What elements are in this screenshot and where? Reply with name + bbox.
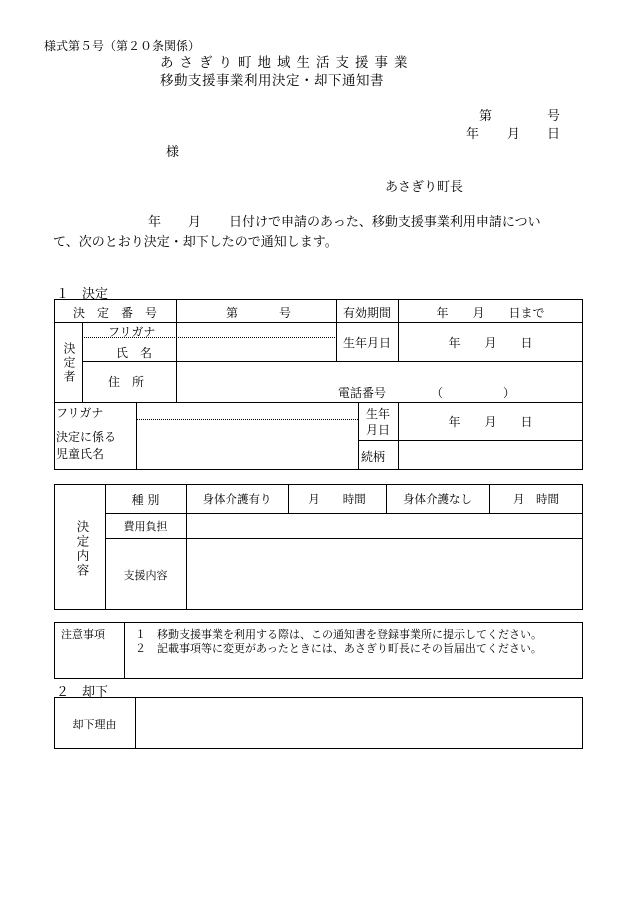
- body-line1: 日付けで申請のあった、移動支援事業利用申請につい: [229, 215, 541, 230]
- title-line2: 移動支援事業利用決定・却下通知書: [160, 73, 384, 89]
- support-label: 支援内容: [123, 569, 168, 582]
- phone-label: 電話番号: [338, 386, 387, 400]
- furigana-label: フリガナ: [108, 325, 156, 339]
- phone-paren: （ ）: [431, 386, 516, 400]
- care-no: 身体介護なし: [403, 492, 472, 506]
- care-yes: 身体介護有り: [202, 492, 272, 506]
- date-hi: 日: [547, 127, 561, 142]
- cost-label: 費用負担: [123, 520, 168, 533]
- type-label: 種 別: [131, 493, 160, 507]
- notes-label: 注意事項: [61, 628, 105, 641]
- body-nen: 年: [148, 215, 162, 230]
- child-name-label-1: 決定に係る: [56, 430, 117, 444]
- form-number: 様式第５号（第２０条関係）: [44, 39, 201, 53]
- section1-heading: １ 決定: [56, 287, 109, 302]
- address-label: 住 所: [108, 375, 145, 389]
- child-birth-value: 年 月 日: [448, 415, 533, 429]
- recipient-sama: 様: [166, 145, 180, 160]
- birthdate-label: 生年月日: [342, 336, 391, 350]
- decision-detail-label: 決定内容: [75, 520, 90, 578]
- validity-label: 有効期間: [342, 306, 391, 320]
- body-tsuki: 月: [188, 215, 202, 230]
- decision-number-dai: 第: [226, 306, 239, 320]
- child-birth-label-2: 月日: [366, 423, 391, 437]
- number-go: 号: [547, 109, 561, 124]
- rejection-reason-label: 却下理由: [72, 718, 117, 731]
- care-no-time: 月 時間: [513, 492, 559, 506]
- date-nen: 年: [466, 127, 480, 142]
- name-label: 氏 名: [116, 346, 153, 360]
- notes-item-1: １ 移動支援事業を利用する際は、この通知書を登録事業所に提示してください。: [135, 628, 542, 641]
- notes-item-2: ２ 記載事項等に変更があったときには、あさぎり町長にその旨届出てください。: [135, 642, 542, 655]
- child-name-label-2: 児童氏名: [56, 447, 105, 461]
- decided-person-label: 決定者: [62, 342, 76, 384]
- number-dai: 第: [479, 109, 493, 124]
- child-furigana-label: フリガナ: [56, 406, 104, 420]
- title-line1: あさぎり町地域生活支援事業: [160, 55, 414, 71]
- section2-heading: ２ 却下: [56, 685, 109, 700]
- issuer: あさぎり町長: [385, 180, 464, 195]
- date-tsuki: 月: [507, 127, 521, 142]
- validity-value: 年 月 日まで: [436, 306, 545, 320]
- birthdate-value: 年 月 日: [448, 336, 533, 350]
- decision-number-go: 号: [279, 306, 292, 320]
- decision-number-label: 決 定 番 号: [72, 306, 157, 320]
- child-birth-label-1: 生年: [366, 407, 391, 421]
- relation-label: 続柄: [361, 450, 386, 464]
- body-line2: て、次のとおり決定・却下したので通知します。: [53, 235, 338, 250]
- care-yes-time: 月 時間: [308, 492, 366, 506]
